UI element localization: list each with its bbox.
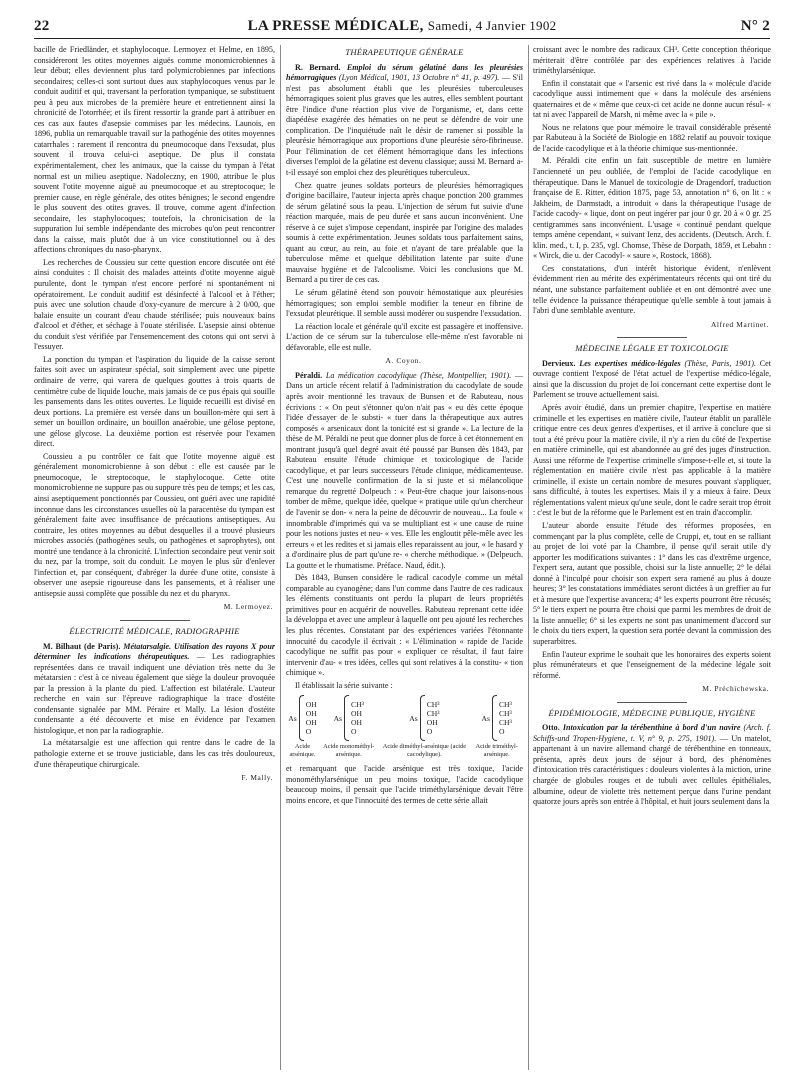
article-title: Les expertises médico-légales bbox=[579, 358, 681, 368]
column-middle bbox=[286, 45, 523, 1070]
formula bbox=[378, 695, 470, 758]
arsenic-symbol: As bbox=[288, 713, 297, 723]
formula-name: Acide diméthyl-arsénique (acide cacodylique). bbox=[382, 743, 467, 758]
article-author: R. Bernard. bbox=[295, 62, 341, 72]
article-author: M. Bilhaut (de Paris). bbox=[43, 641, 121, 651]
formula-group: CH³ bbox=[426, 700, 440, 710]
paragraph: bacille de Friedländer, et staphylocoque. Lermoyez et Helme, en 1895, considéreront les otites moyennes aiguës comme monomicrobiennes à leur début; elles deviennent plus tard polymicrobiennes par infections secondaires; celles-ci sont surtout dues aux staphylocoques venus par le conduit auditif et qui, traversant la perforation tympanique, se substituent peu à peu aux microbes de la première heure et entretiennent ainsi la chronicité de l'otorrhée; et ils firent ressortir la grande part à attribuer en ces cas aux fautes d'asepsie commises par les médecins. Launois, en 1896, publia un remarquable travail sur la pathogénie des otites moyennes catarrhales : rarement il rencontra du pneumocoque dans l'exsudat, plus souvent il trouva celui-ci aseptique. De plus il constata expérimentalement, chez les animaux, que la caisse du tympan à l'état normal est un milieu aseptique. Nadoleczny, en 1900, attribue le plus souvent l'otite moyenne aiguë au pneumocoque et au streptocoque; le premier cause, en règle générale, des otites bénignes; le second engendre le plus souvent des otites graves. Il trouve, comme agent d'infection secondaire, les staphylocoques; toutefois, la chronicisation de la suppuration lui semble indépendante des microbes qu'on peut rencontrer dans la caisse, mais plutôt due à un vice constitutionnel ou à des affections chroniques du naso-pharynx. bbox=[34, 45, 275, 255]
paragraph: Coussieu a pu contrôler ce fait que l'otite moyenne aiguë est généralement monomicrobienne à son début : elle est causée par le pneumocoque, le streptocoque, le staphylocoque. Cette otite monomicrobienne ne suppure pas ou suppure très peu de temps; et les cas, ainsi aseptiquement ponctionnés par Coussieu, ont guéri avec une rapidité inconnue dans les circonstances usuelles où la paracentèse du tympan est généralement faite avec insuffisance de précautions antiseptiques. Au contraire, les otites moyennes au début desquelles il a trouvé plusieurs microbes associés (pathogènes seuls, ou pathogènes et saprophytes), ont montré une tendance à la chronicité. L'infection secondaire peut venir soit du nez, par la trompe, soit du conduit. Le moyen le plus sûr d'enlever l'infection et, par conséquent, d'abréger la durée d'une otite, consiste à observer une asepsie rigoureuse dans les pansements, et à réaliser une antisepsie aussi complète que possible du nez et du pharynx. bbox=[34, 451, 275, 598]
chemical-formulas bbox=[286, 695, 523, 758]
paragraph: et remarquant que l'acide arsénique est très toxique, l'acide monométhylarsénique un peu moins toxique, l'acide cacodylique beaucoup moins, il pensait que l'acide triméthylarsénique devait l'être moins encore, et que l'innocuité des termes de cette série allait bbox=[286, 764, 523, 805]
article-paragraph bbox=[34, 642, 275, 737]
section-divider bbox=[617, 337, 687, 338]
section-divider bbox=[120, 620, 190, 621]
author-signature: Alfred Martinet. bbox=[710, 319, 769, 329]
formula-group: OH bbox=[305, 709, 317, 719]
article-reference: (Lyon Médical, 1901, 13 Octobre n° 41, p. 497). bbox=[338, 73, 500, 83]
author-signature: F. Mally. bbox=[241, 773, 273, 783]
paragraph: Il établissait la série suivante : bbox=[295, 680, 393, 690]
section-heading: THÉRAPEUTIQUE GÉNÉRALE bbox=[345, 47, 464, 57]
column-divider bbox=[280, 45, 281, 1070]
formula-group: CH³ bbox=[498, 718, 512, 728]
paragraph: croissant avec le nombre des radicaux CH³. Cette conception théorique mériterait d'être contrôlée par des expériences relatives à l'acide triméthylarsénique. bbox=[533, 45, 771, 76]
column-right bbox=[533, 45, 771, 1070]
formula-name: Acide monométhyl-arsénique. bbox=[323, 743, 375, 758]
arsenic-symbol: As bbox=[409, 713, 418, 723]
article-title: Intoxication par la térébenthine à bord d'un navire bbox=[562, 723, 741, 733]
article-text: — Un matelot, appartenant à un navire allemand chargé de térébenthine en tonneaux, présenta, après deux jours de séjour à bord, des phénomènes d'intoxication très caractéristiques : douleurs violentes à la miction, urine chargée de globules rouges et de tubuli avec cellules épithéliales, albumine, odeur de violette très nettement perçue dans l'urine pendant quatorze jours après son entrée à l'hôpital, et huit jours seulement dans la bbox=[533, 733, 771, 807]
article-paragraph bbox=[533, 359, 771, 401]
paragraph: Dès 1843, Bunsen considère le radical cacodyle comme un métal comparable au cyanogène; dans l'un comme dans l'autre de ces radicaux les éléments constituants ont perdu la plupart de leurs propriétés primitives pour en acquérir de nouvelles. Rabuteau reprenant cette idée la développa et avec une ampleur à laquelle ont peu ajouté les recherches les plus récentes. Constatant par des expériences variées l'étonnante innocuité du cacodyle il écrivait : « L'élimination « rapide de l'acide cacodylique ne suffit pas pour « expliquer ce résultat, il faut faire intervenir d'au- « tres idées, celles qui sont relatives à la constitu- « tion chimique ». bbox=[286, 573, 523, 678]
paragraph: La réaction locale et générale qu'il excite est passagère et inoffensive. L'action de ce sérum sur la tuberculose elle-même n'est favorable ni défavorable, elle est nulle. bbox=[286, 321, 523, 352]
paragraph: Enfin il constatait que « l'arsenic est rivé dans la « molécule d'acide cacodylique aussi intimement que « dans la molécule des arséniens quaternaires et de « même que ceux-ci cet acide ne donne aucun résul- « tat ni avec l'appareil de Marsh, ni même avec la « pile ». bbox=[533, 78, 771, 120]
page-number: 22 bbox=[34, 18, 50, 34]
formula-group: OH bbox=[305, 700, 317, 710]
formula-name: Acide triméthyl-arsénique. bbox=[475, 743, 518, 758]
header-rule bbox=[34, 38, 770, 39]
journal-title bbox=[34, 18, 770, 35]
author-signature: A. Coyon. bbox=[385, 356, 422, 366]
arsenic-symbol: As bbox=[333, 713, 343, 723]
issue-date: Samedi, 4 Janvier 1902 bbox=[427, 18, 557, 33]
article-author: Dervieux. bbox=[542, 358, 576, 368]
issue-number: N° 2 bbox=[740, 18, 770, 34]
brace bbox=[344, 695, 349, 741]
paragraph: M. Péraldi cite enfin un fait susceptible de mettre en lumière l'ancienneté un peu oubliée, de l'emploi de l'acide cacodylique en thérapeutique. Dans le Manuel de toxicologie de Dragendorf, traduction française de E. Ritter, édition 1875, page 53, annotation n° 6, on lit : « Jakheim, de Darmstadt, a introduit « dans la thérapeutique l'usage de l'acide cacody- « lique, dont on peut ingérer par jour 0 gr. 20 à « 0 gr. 25 centigrammes sans inconvénient. L'usage « continué pendant quelque temps amène cependant, « suivant Ienz, des accidents. (Deutsch. Arch. f. klin. med., t. I, p. 235, vgl. Chomse, Thèse de Dorpath, 1859, et Lebahn : « Wirck, die u. der Cacodyl- « saure », Rostock, 1868). bbox=[533, 156, 771, 261]
section-heading: ÉLECTRICITÉ MÉDICALE, RADIOGRAPHIE bbox=[69, 625, 240, 636]
section-divider bbox=[617, 702, 687, 703]
paragraph: Après avoir étudié, dans un premier chapitre, l'expertise en matière criminelle et les expertises en matière civile, l'auteur établit un parallèle critique entre ces deux genres d'expertises, et il arrive à conclure que si tout a été prévu pour la matière civile, il n'y a rien du côté de l'expertise en matière criminelle, qui est abandonnée au gré des juges d'instruction. Aussi une réforme de l'expertise criminelle s'impose-t-elle et, si toute la réglementation en matière civile n'est pas applicable à la matière criminelle, il existe un certain nombre de mesures pouvant s'appliquer, sans difficulté, à toutes les expertises. Mais il y a mieux à faire. Deux réglementations valent mieux qu'une seule, dont le cadre serait trop étroit : c'est le but de la réforme que le Parlement est en train d'accomplir. bbox=[533, 402, 771, 518]
formula-group: OH bbox=[351, 718, 362, 728]
formula-group: OH bbox=[351, 709, 362, 719]
formula-group: O bbox=[351, 727, 357, 737]
formula-group: O bbox=[426, 727, 433, 737]
paragraph: L'auteur aborde ensuite l'étude des réformes proposées, en commençant par la plus complète, celle de Cruppi, et, tout en se ralliant au projet de loi voté par la Chambre, il pense qu'il serait utile d'y apporter les modifications suivantes : 1° dans les cas d'extrême urgence, l'expert sera, autant que possible, choisi sur la liste annuelle; 2° le délai donné à l'inculpé pour choisir son expert sera ramené au plus à douze heures; 3° les constatations immédiates seront dictées à un greffier au fur et à mesure que l'expertise avancera; 4° les experts pourront être récusés; 5° le tiers expert ne pourra être choisi que parmi les membres de droit de la liste annuelle; 6° si les experts ne sont pas unanimement d'accord sur le choix du tiers expert, la question sera portée devant la commission des superarbitres. bbox=[533, 520, 771, 646]
arsenic-symbol: As bbox=[481, 713, 490, 723]
formula-group: O bbox=[498, 727, 505, 737]
article-title: Emploi du sérum gélatiné dans les pleurésies hémorragiques bbox=[286, 62, 523, 83]
article-reference: (Thèse, Paris, 1901). bbox=[684, 358, 756, 368]
brace bbox=[420, 695, 425, 741]
formula-group: OH bbox=[305, 718, 317, 728]
article-reference: (Arch. f. Schiffs-und Tropen-Hygiene, t. V, n° 9, p. 275, 1901). bbox=[533, 723, 771, 743]
paragraph: La ponction du tympan et l'aspiration du liquide de la caisse seront faites soit avec un aspirateur spécial, soit simplement avec une pipette ordinaire de verre, qui varera de quelques gouttes à trois quarts de centimètre cube de liquide louche, mais jamais de ce pus épais qui souille les pansements dans les otites ouvertes. Le liquide recueilli est divisé en deux portions. La première est versée dans un bouillon-mère qui sert à semer un bouillon ordinaire, un bouillon anaérobie, une gélose peptone, une gélose glycose. La deuxième portion est réservée pour l'examen direct. bbox=[34, 354, 275, 449]
column-left bbox=[34, 45, 275, 1070]
section-heading: MÉDECINE LÉGALE ET TOXICOLOGIE bbox=[575, 343, 729, 354]
paragraph: Ces constatations, d'un intérêt historique évident, n'enlèvent évidemment rien au mérite des expérimentateurs récents qui ont tiré du néant, une substance parfaitement oubliée et en ont démontré avec une telle évidence la puissance thérapeutique qu'elle semble à tout jamais à l'abri d'une semblable aventure. bbox=[533, 263, 771, 316]
paragraph: Enfin l'auteur exprime le souhait que les honoraires des experts soient plus rémunérateurs et que l'enseignement de la médecine légale soit réformé. bbox=[533, 649, 771, 680]
article-text: — Les radiographies représentées dans ce travail indiquent une déviation très nette du 3e métatarsien : c'est à ce niveau également que siège la douleur provoquée par la pression à la plante du pied. L'affection est bilatérale. L'auteur recherche en vain sur l'épreuve radiographique la trace d'ostéite condensante signalée par MM. Péraire et Mally. La lésion d'ostéite condensante a été découverte et mise en évidence par l'examen histologique, et non par la radiographie. bbox=[34, 652, 275, 735]
article-author: Péraldi. bbox=[295, 370, 323, 380]
article-title: La médication cacodylique bbox=[325, 370, 417, 380]
paragraph: Le sérum gélatiné étend son pouvoir hémostatique aux pleurésies hémorragiques; son emploi semble modifier la teneur en fibrine de l'exsudat pleurétique. Il semble aussi modérer ou suspendre l'exsudation. bbox=[286, 288, 523, 319]
formula-group: CH³ bbox=[426, 709, 440, 719]
formula-group: CH³ bbox=[498, 700, 512, 710]
article-author: Otto. bbox=[542, 723, 560, 733]
paragraph: La métatarsalgie est une affection qui rentre dans le cadre de la pathologie externe et se trouve justiciable, dans les cas très douloureux, d'une thérapeutique chirurgicale. bbox=[34, 738, 275, 769]
journal-name: LA PRESSE MÉDICALE, bbox=[247, 18, 424, 34]
article-paragraph bbox=[286, 63, 523, 179]
article-reference: (Thèse, Montpellier, 1901). bbox=[420, 370, 512, 380]
brace bbox=[299, 695, 304, 741]
formula-name: Acide arsénique. bbox=[289, 743, 316, 758]
article-text: — S'il n'est pas absolument établi que les pleurésies tuberculeuses hémorragiques soient plus graves que les autres, elles semblent pourtant être l'indice d'une réaction plus vive de l'organisme, et, dans cette diapédèse exagérée des hématies on ne peut se défendre de voir une complication. De l'inquiétude naît le désir de ramener si possible la pleurésie hémorragique aux proportions d'une pleurésie séro-fibrineuse. Pour l'élimination de cet élément hémorragique dans les infections diverses l'emploi de la gélatine est devenu classique; aussi M. Bernard a-t-il essayé son emploi chez des pleurétiques tuberculeux. bbox=[286, 73, 523, 178]
page-header bbox=[34, 14, 770, 40]
column-divider bbox=[528, 45, 529, 1070]
author-signature: M. Préchichewska. bbox=[702, 684, 769, 694]
article-paragraph bbox=[286, 371, 523, 571]
formula-group: CH³ bbox=[498, 709, 512, 719]
formula bbox=[286, 695, 319, 758]
article-paragraph bbox=[533, 723, 771, 807]
paragraph: Nous ne relatons que pour mémoire le travail considérable présenté par Rabuteau à la Société de Biologie en 1882 relatif au pouvoir toxique de l'acide cacodylique et à la théorie chimique sus-mentionnée. bbox=[533, 122, 771, 153]
formula bbox=[319, 695, 378, 758]
paragraph: Les recherches de Coussieu sur cette question encore discutée ont été ainsi conduites : Il choisit des malades atteints d'otite moyenne aiguë purulente, dont le tympan n'est encore perforé ni spontanément ni opératoirement. Le conduit auditif est désinfecté à l'alcool et à l'éther; puis avec une solution chaude d'oxy-cyanure de mercure à 2 0/00, que balaie ensuite un courant d'eau chaude stérilisée; puis nouveaux bains d'alcool et d'éther, et séchage à l'ouate stérilisée. L'asepsie ainsi obtenue du conduit s'est vérifiée par l'ensemencement des cotons qui ont servi à l'essuyer. bbox=[34, 257, 275, 352]
formula-group: O bbox=[305, 727, 312, 737]
article-text: — Dans un article récent relatif à l'administration du cacodylate de soude après avoir mentionné les travaux de Bunsen et de Rabuteau, nous écrivions : « On peut s'étonner qu'on n'ait pas « eu dès cette époque l'idée d'essayer de le substi- « tuer dans la thérapeutique aux autres composés « arsenicaux dont la tonicité est si grande ». La lecture de la thèse de M. Péraldi ne peut que donner plus de force à cet étonnement en montrant jusqu'à quel degré avait été poussé par Bunsen dès 1843, par Rabuteau ensuite l'étude chimique et toxicologique de l'acide cacodylique, et par leurs successeurs l'étude clinique, médicamenteuse. C'est une nouvelle confirmation de la si juste et si mélancolique remarque du regretté Dolpeuch : « Peut-être chaque jour laisons-nous tomber de même, quelque idée, quelque « pratique utile qu'un chercheur de l'avenir se don- « nera la peine de découvrir de nouveau... La foule « innombrable d'imprimés qui va se multipliant est « une cause de ruine pour les notions justes et neu- « ves. Elle les engloutit pêle-mêle avec les erreurs « et les redites et si jamais elles reparaissent au jour, « le hasard y a d'ordinaire plus de part qu'une re- « cherche méthodique. » (Delpeuch. La goutte et le rhumatisme. Préface. Naud, édit.). bbox=[286, 370, 523, 570]
formula-group: CH³ bbox=[351, 700, 364, 710]
author-signature: M. Lermoyez. bbox=[223, 602, 273, 612]
formula bbox=[470, 695, 523, 758]
formula-group: OH bbox=[426, 718, 438, 728]
brace bbox=[492, 695, 497, 741]
section-heading: ÉPIDÉMIOLOGIE, MÉDECINE PUBLIQUE, HYGIÈNE bbox=[548, 707, 756, 718]
paragraph: Chez quatre jeunes soldats porteurs de pleurésies hémorragiques d'origine bacillaire, l'auteur injecta après chaque ponction 200 grammes de sérum gélatiné sous la peau. L'injection de sérum fut suivie d'une réaction marquée, mais de peu durée et sans aucun inconvénient. Une réserve à ce sujet s'impose cependant, inspirée par l'origine des malades soumis à cette expérimentation. Jeunes soldats tous parfaitement sains, quant au cœur, au rein, au foie et n'ayant de tare préalable que la tuberculose même et quelque débilitation latente par suite d'une mauvaise hygiène et de l'alcoolisme. Voici les conclusions que M. Bernard a pu tirer de ces cas. bbox=[286, 180, 523, 285]
article-text: Cet ouvrage contient l'exposé de l'état actuel de l'expertise médico-légale, ainsi que la discussion du projet de loi concernant cette expertise dont le Parlement se trouve actuellement saisi. bbox=[533, 358, 771, 400]
article-title: Métatarsalgie. Utilisation des rayons X pour déterminer les indications thérapeutiques. bbox=[34, 641, 275, 662]
